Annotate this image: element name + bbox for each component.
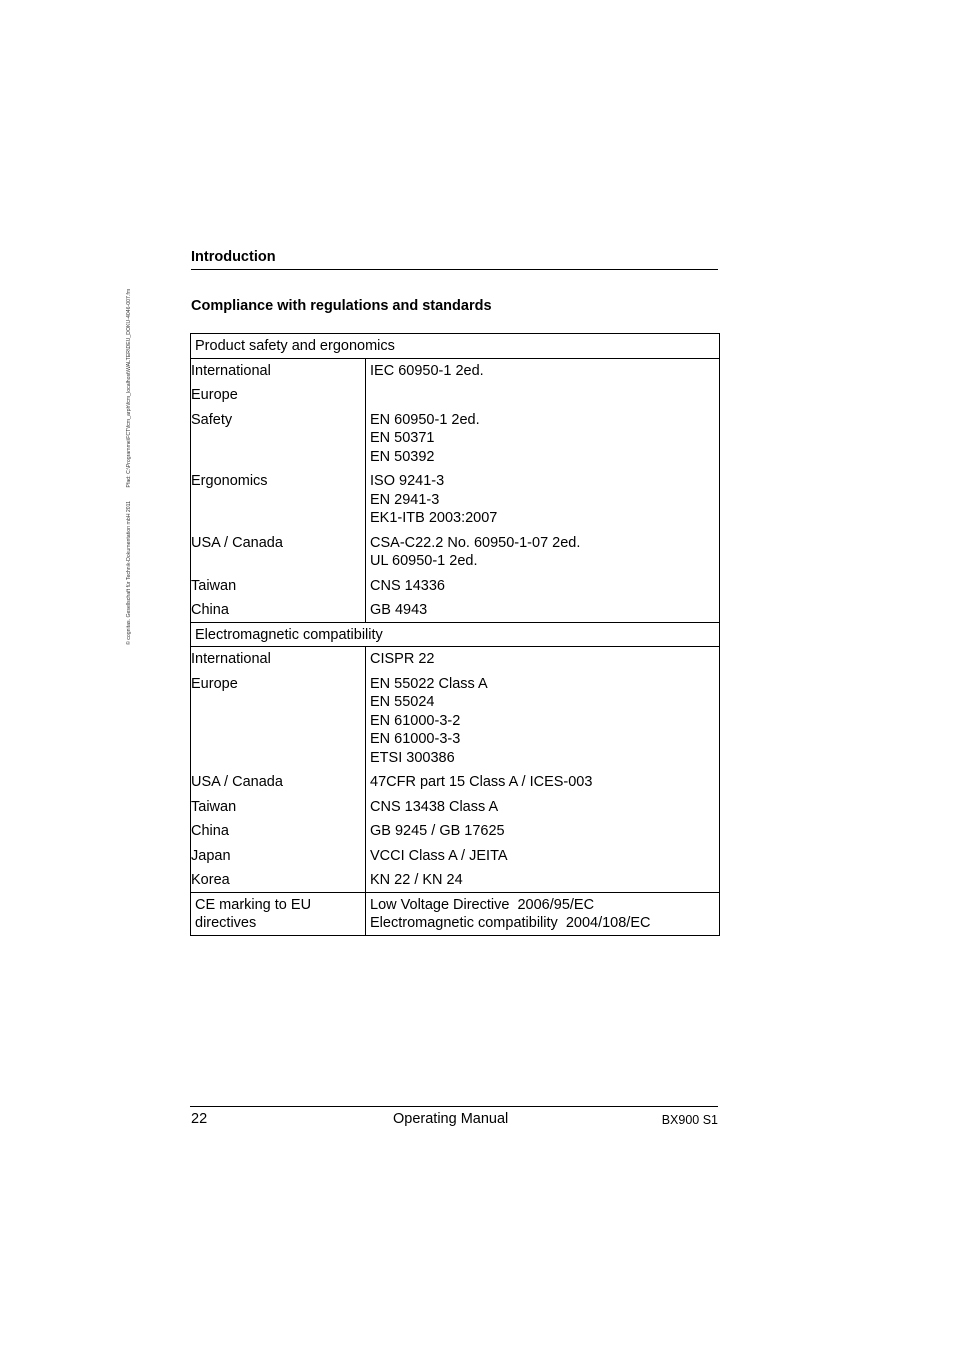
compliance-table [190,333,720,936]
file-path-note: Pfad: C:\Programme\FCT\fcm_arph\fcm_localhost\WALTER\DEU_DOKU-4046-007.fm [126,288,132,488]
standard-value: EN 55024 [370,694,435,710]
standard-values [366,358,720,386]
standard-value: EN 60950-1 2ed. [370,411,480,428]
standard-value: ETSI 300386 [370,749,455,766]
region-label: Korea [191,871,366,892]
standard-value: EN 55022 Class A [370,675,488,692]
page-footer [190,1106,718,1131]
standard-value: GB 9245 / GB 17625 [370,823,505,839]
standard-values [366,871,720,892]
standard-values [366,386,720,411]
group-header-row [191,622,720,647]
directive-value: Low Voltage Directive 2006/95/EC [370,896,595,913]
region-label: Europe [191,386,366,411]
standard-value: VCCI Class A / JEITA [370,847,508,864]
region-label: International [191,647,366,675]
standard-value: CNS 14336 [370,577,445,594]
sub-category-label: Safety [191,411,366,473]
standard-values [366,847,720,872]
group-heading-emc: Electromagnetic compatibility [191,622,720,647]
copyright-note: © cognitas. Gesellschaft für Technik-Dokumentation mbH 2011 [126,500,132,645]
standard-value: EK1-ITB 2003:2007 [370,510,498,526]
table-row [191,847,720,872]
document-type: Operating Manual [393,1111,509,1127]
standard-values [366,822,720,847]
standard-value: UL 60950-1 2ed. [370,553,478,569]
ce-directives [366,892,720,935]
sub-category-label: Ergonomics [191,472,366,534]
ce-label-line: directives [195,915,257,931]
standard-values [366,577,720,602]
table-row [191,675,720,774]
section-title: Compliance with regulations and standards [191,298,492,314]
standard-value: IEC 60950-1 2ed. [370,362,484,379]
page-number: 22 [191,1111,208,1127]
standard-values [366,773,720,798]
region-label: USA / Canada [191,773,366,798]
table-row [191,798,720,823]
table-row [191,601,720,622]
table-row [191,773,720,798]
table-row [191,822,720,847]
table-row [191,534,720,577]
standard-value: EN 61000-3-3 [370,731,461,747]
table-row [191,871,720,892]
directive-value: Electromagnetic compatibility 2004/108/EC [370,915,651,931]
standard-values [366,411,720,473]
region-label: Taiwan [191,577,366,602]
running-header [191,249,718,270]
standard-value: EN 2941-3 [370,491,440,508]
standard-value: EN 50371 [370,430,435,446]
region-label: China [191,822,366,847]
table-row [191,411,720,473]
table-row [191,647,720,675]
ce-label-line: CE marking to EU [195,896,312,913]
ce-marking-row [191,892,720,935]
table-row [191,577,720,602]
table-row [191,358,720,386]
standard-values [366,675,720,774]
region-label: China [191,601,366,622]
product-name: BX900 S1 [661,1113,718,1127]
side-margin-note [126,225,132,645]
standard-values [366,647,720,675]
standard-value: CNS 13438 Class A [370,798,499,815]
table-row [191,386,720,411]
region-label: International [191,358,366,386]
standard-value: CSA-C22.2 No. 60950-1-07 2ed. [370,534,581,551]
group-header-row [191,334,720,359]
standard-value: CISPR 22 [370,651,435,667]
region-label: Europe [191,675,366,774]
region-label: Japan [191,847,366,872]
header-title: Introduction [191,249,276,265]
standard-value: EN 61000-3-2 [370,712,461,729]
standard-value: ISO 9241-3 [370,473,445,489]
region-label: Taiwan [191,798,366,823]
standard-values [366,534,720,577]
region-label: USA / Canada [191,534,366,577]
standard-values [366,601,720,622]
standard-value: EN 50392 [370,448,435,465]
group-heading-product-safety: Product safety and ergonomics [191,334,720,359]
table-row [191,472,720,534]
ce-label [191,892,366,935]
standard-value: 47CFR part 15 Class A / ICES-003 [370,774,593,790]
standard-values [366,798,720,823]
standard-value: GB 4943 [370,602,428,618]
standard-value: KN 22 / KN 24 [370,872,463,888]
standard-values [366,472,720,534]
